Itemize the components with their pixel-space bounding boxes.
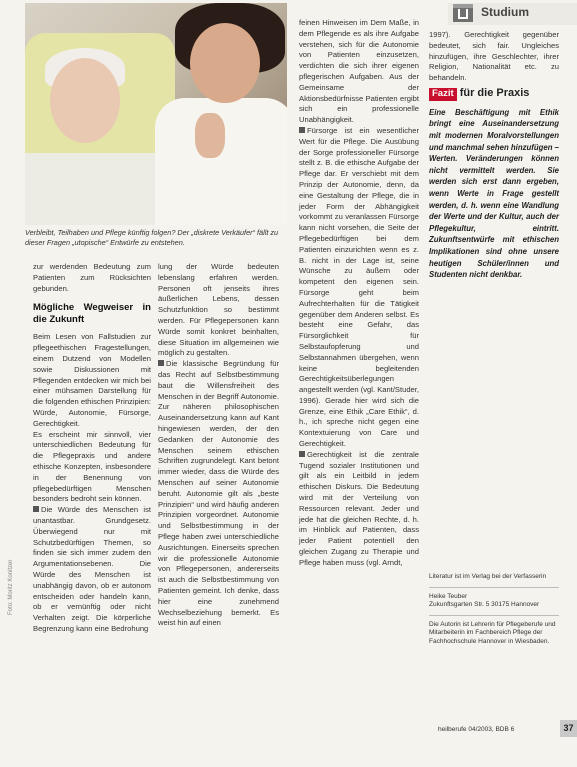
author-name: Heike Teuber (429, 592, 468, 600)
paragraph: Die klassische Begründung für das Recht auf Selbstbestimmung baut die Willensfreiheit des Menschen in der Begriff Autonomie. Zur näheren philosophischen Auseinandersetzung kann auf Kant hingewiesen werden, der den Gedanken der Autonomie des Menschen seinem ethischen Schriften zugrundelegt. Kant betont immer wieder, dass die Würde des Menschen auf seiner Autonomie beruht. Autonomie gilt als „beste Prinzipien“ und wird häufig anderen Prinzipien vorgeordnet. Autonomie und Selbstbestimmung in der Pflege haben zwei unterschiedliche Ausrichtungen. Einerseits sprechen wir die professionelle Autonomie von Pflegepersonen, andererseits ist auch die Selbstbestimmung von Patienten gemeint. Ich denke, dass hier eine zunehmend Wechselbeziehung bemerkt. Es weist hin auf einen (158, 359, 279, 628)
photo-credit: Foto: Moritz Konitzer (8, 559, 14, 615)
paragraph: feinen Hinweisen im Dem Maße, in dem Pflegende es als ihre Aufgabe verstehen, sich für die Autonomie von Patienten einzusetzen, verdichten die sich ihrer eigenen pflegerischen Aufgaben. Aus der Gemeinsame der Aktionsbedürfnisse Patienten ergibt sich ein professionelle Unabhängigkeit. (299, 18, 419, 125)
paragraph: Fürsorge ist ein wesentlicher Wert für die Pflege. Die Ausübung der Sorge professioneller Fürsorge stellt z. B. die ethische Aufgabe der Pflege dar. Er verschiebt mit dem Prinzip der Autonomie, denn, da eine Gestaltung der Pflege, die in jeder Form der Abhängigkeit vorkommt zu veranlassen Fürsorge kann nicht vorsehen, die Seite der Pflegebedürftigen bei dem Patienten einzurichten wenn es z. B. nicht in der Lage ist, seine Wünsche zu äußern oder kompetent den eigenen sein. Fürsorge geht beim Aufrechterhalten für die Tätigkeit gegenüber dem Anderen selbst. Es besteht eine Gefahr, das Fürsorglichkeit für Selbstaufopferung und Selbstannahmen übergehen, wenn keine begleitenden Gerechtigkeitsüberlegungen angestellt werden (vgl. Kant/Studer, 1996). Gerade hier wird sich die Grenze, eine Ethik „Care Ethik“, d. h., ich spreche nicht gegen eine Kontextuierung von Care und Gerechtigkeit. (299, 125, 419, 449)
fazit-badge: Fazit (429, 88, 457, 101)
bullet-square-icon (158, 360, 164, 366)
column-3 (299, 18, 419, 569)
subheading: Mögliche Wegweiser in die Zukunft (33, 302, 151, 326)
paragraph: Es erscheint mir sinnvoll, vier unterschiedlichen Bedeutung für die Pflegepraxis und andere ethische Konzepten, insbesondere in der Benennung von pflegebedürftigen Menschen besonders bedroht sein können. (33, 429, 151, 504)
fazit-text: Eine Beschäftigung mit Ethik bringt eine Auseinandersetzung mit modernen Moralvorstellungen und manchmal sehen hinzufügen – Werten. Veränderungen können nicht vermittelt werden. Sie werden sich erst dann ergeben, wenn Werte in Frage gestellt werden, d. h. wenn eine Wandlung der Werte und der Kultur, auch der Pflegekultur, eintritt. Zukunftsentwürfe mit ethischen Implikationen sind ohne unsere heutigen Schüler/innen und Studenten nicht denkbar. (429, 107, 559, 280)
bullet-square-icon (33, 506, 39, 512)
paragraph: 1997). Gerechtigkeit gegenüber bedeutet, sich fair. Ungleiches hinzufügen, ihre Geschlechter, ihrer Religion, Nationalität etc. zu behandeln. (429, 30, 559, 83)
author-address: Zukunftsgarten Str. 5 30175 Hannover (429, 601, 540, 609)
section-title: Studium (481, 5, 529, 19)
page-number: 37 (560, 720, 577, 737)
bullet-square-icon (299, 127, 305, 133)
paragraph: zur werdenden Bedeutung zum Patienten zum Rücksichten gebunden. (33, 262, 151, 293)
author-notes (429, 573, 559, 647)
bullet-square-icon (299, 451, 305, 457)
literature-note: Literatur ist im Verlag bei der Verfasserin (429, 573, 547, 580)
fazit-heading (429, 88, 559, 101)
photo-nurse-with-patient (25, 3, 287, 225)
footer-source: heilberufe 04/2003, BDB 6 (438, 726, 515, 733)
section-header (448, 3, 577, 25)
author-bio: Die Autorin ist Lehrerin für Pflegeberufe und Mitarbeiterin im Fachbereich Pflege der Fachhochschule Hannover in Wiesbaden. (429, 620, 556, 645)
column-2 (158, 262, 279, 629)
paragraph: Die Würde des Menschen ist unantastbar. Grundgesetz. Überwiegend nur mit Schutzbedürftigen Themen, so finden sie sich immer zudem den Argumentationsebenen. Die Würde des Menschen ist unabhängig davon, ob er autonom entscheiden oder handeln kann, ob er vernünftig oder nicht Verhalten zeigt. Die körperliche Begrenzung kann eine Bedrohung (33, 505, 151, 633)
fazit-heading-text: für die Praxis (459, 86, 530, 99)
photo-caption: Verbleibt, Teilhaben und Pflege künftig folgen? Der „diskrete Verkäufer“ fällt zu dieser Fragen „utopische“ Entwürfe zu entstehen. (25, 228, 279, 247)
column-1 (33, 262, 151, 635)
paragraph: lung der Würde bedeuten lebenslang erfahren werden. Personen oft jenseits ihres äußerlichen Lebens, dessen Schutzfunktion so bestimmt werden. Für Pflegepersonen kann Würde somit konkret beinhalten, diese Situation im allgemeinen wie möglich zu gestalten. (158, 262, 279, 358)
paragraph: Beim Lesen von Fallstudien zur pflegeethischen Fragestellungen, einem Dutzend von Modellen sowie Diskussionen mit Pflegenden entdecken wir mich bei einer mühsamen Darstellung für die folgenden ethischen Prinzipien: Würde, Autonomie, Fürsorge, Gerechtigkeit. (33, 332, 151, 428)
paragraph: Gerechtigkeit ist die zentrale Tugend sozialer Institutionen und gilt als ein Leitbild in jedem ethischen Diskurs. Die Bedeutung wird mit der Verteilung von Ressourcen relevant. Jeder und jede hat die gleichen Rechte, d. h. im Hinblick auf Patienten, dass jeder Patient potentiell den gleichen Zugang zu Therapie und Pflege haben muss (vgl. Arndt, (299, 449, 419, 567)
logo-icon (453, 4, 473, 22)
column-4 (429, 30, 559, 281)
